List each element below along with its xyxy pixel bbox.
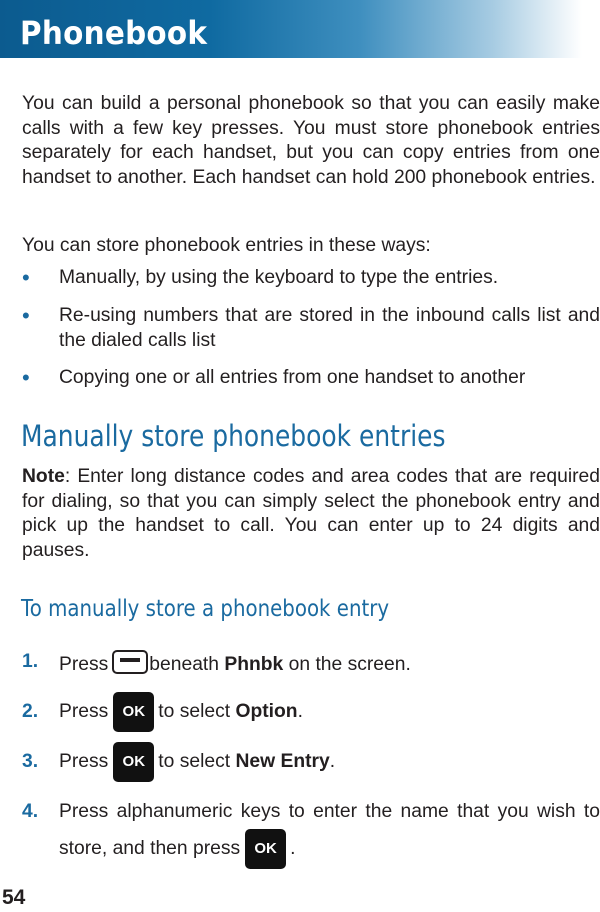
page-title: Phonebook	[20, 14, 208, 52]
softkey-icon	[112, 650, 148, 674]
note-text: : Enter long distance codes and area codes that are required for dialing, so that you can simply select the phonebook entry and pick up the handset to call. You can enter up to 24 digits and pauses.	[22, 466, 600, 561]
step-number: 4.	[22, 801, 39, 822]
bullet-icon: •	[22, 303, 30, 328]
ok-key-icon: OK	[113, 742, 154, 782]
ok-key-icon: OK	[113, 692, 154, 732]
intro-lead-in: You can store phonebook entries in these ways:	[22, 235, 431, 256]
subsection-heading: To manually store a phonebook entry	[21, 596, 390, 622]
step-number: 3.	[22, 751, 39, 772]
step-number: 1.	[22, 651, 39, 672]
page-number: 54	[2, 886, 26, 909]
bullet-icon: •	[22, 365, 30, 390]
header-banner	[0, 0, 600, 58]
note-paragraph	[22, 465, 600, 563]
step-number: 2.	[22, 701, 39, 722]
ok-key-icon: OK	[245, 829, 286, 869]
note-label: Note	[22, 466, 65, 487]
section-heading: Manually store phonebook entries	[21, 419, 446, 453]
intro-paragraph: You can build a personal phonebook so that you can easily make calls with a few key presses. You must store phonebook entries separately for each handset, but you can copy entries from one handset to another. Each handset can hold 200 phonebook entries.	[22, 93, 600, 188]
bullet-icon: •	[22, 265, 30, 290]
